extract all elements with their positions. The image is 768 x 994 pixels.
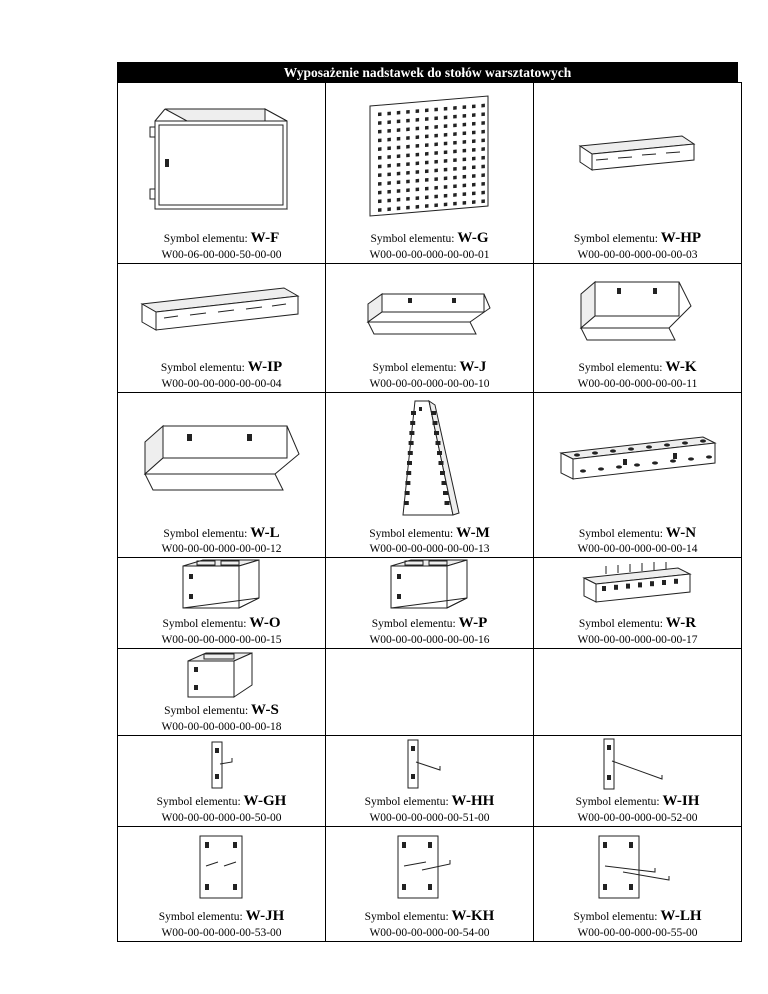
symbol-label: Symbol elementu: xyxy=(162,618,247,631)
product-cell xyxy=(326,826,534,941)
product-code: W00-00-00-000-00-00-10 xyxy=(369,377,490,390)
symbol-label: Symbol elementu: xyxy=(364,910,449,923)
long-double-hook-icon xyxy=(534,827,741,909)
short-hook-icon xyxy=(118,736,325,794)
symbol-label: Symbol elementu: xyxy=(369,527,454,540)
product-cell xyxy=(326,558,534,649)
symbol-label: Symbol elementu: xyxy=(156,796,241,809)
symbol-caption xyxy=(534,794,741,812)
medium-hook-icon xyxy=(326,736,533,794)
medium-double-hook-icon xyxy=(326,827,533,909)
empty-cell xyxy=(326,649,534,736)
product-grid xyxy=(117,82,742,942)
product-cell xyxy=(534,83,742,264)
symbol-caption xyxy=(326,360,533,378)
symbol-caption xyxy=(326,909,533,927)
product-code: W00-00-00-000-00-00-11 xyxy=(577,377,698,390)
table-row xyxy=(118,263,742,392)
symbol-value: W-P xyxy=(458,615,488,632)
symbol-label: Symbol elementu: xyxy=(573,233,658,245)
symbol-caption xyxy=(326,616,533,634)
product-cell xyxy=(118,826,326,941)
symbol-value: W-HP xyxy=(660,230,702,246)
product-code: W00-00-00-000-00-00-14 xyxy=(577,543,698,556)
symbol-caption xyxy=(534,909,741,927)
symbol-value: W-HH xyxy=(451,793,495,810)
symbol-caption xyxy=(326,794,533,812)
product-code: W00-00-00-000-00-00-03 xyxy=(577,248,698,261)
symbol-value: W-F xyxy=(250,230,280,246)
product-cell xyxy=(534,558,742,649)
symbol-value: W-GH xyxy=(243,793,287,810)
symbol-value: W-O xyxy=(249,615,281,632)
product-cell xyxy=(118,392,326,558)
product-code: W00-06-00-000-50-00-00 xyxy=(161,248,282,261)
product-cell xyxy=(326,392,534,558)
symbol-label: Symbol elementu: xyxy=(370,233,455,245)
wrench-holder-icon xyxy=(326,393,533,526)
product-cell xyxy=(534,826,742,941)
symbol-label: Symbol elementu: xyxy=(163,527,248,540)
symbol-label: Symbol elementu: xyxy=(163,233,248,245)
symbol-value: W-J xyxy=(459,358,487,375)
product-cell xyxy=(118,558,326,649)
product-code: W00-00-00-000-00-52-00 xyxy=(577,811,698,824)
product-code: W00-00-00-000-00-00-01 xyxy=(369,248,490,261)
table-row xyxy=(118,558,742,649)
product-code: W00-00-00-000-00-53-00 xyxy=(161,926,282,939)
symbol-label: Symbol elementu: xyxy=(160,361,245,374)
table-row xyxy=(118,649,742,736)
symbol-label: Symbol elementu: xyxy=(575,796,660,809)
symbol-value: W-JH xyxy=(245,907,285,924)
product-code: W00-00-00-000-00-00-15 xyxy=(161,634,282,647)
symbol-caption xyxy=(534,231,741,249)
product-cell xyxy=(534,263,742,392)
tool-rail-icon xyxy=(534,558,741,616)
product-cell xyxy=(118,736,326,827)
table-row xyxy=(118,392,742,558)
symbol-label: Symbol elementu: xyxy=(578,618,663,631)
symbol-caption xyxy=(118,794,325,812)
product-code: W00-00-00-000-00-50-00 xyxy=(161,811,282,824)
deep-tray-icon xyxy=(534,264,741,360)
symbol-value: W-L xyxy=(250,524,280,541)
symbol-caption xyxy=(118,526,325,544)
symbol-value: W-IH xyxy=(662,793,700,810)
symbol-value: W-IP xyxy=(247,358,283,375)
product-cell xyxy=(118,263,326,392)
product-code: W00-00-00-000-00-00-12 xyxy=(161,543,282,556)
product-code: W00-00-00-000-00-00-13 xyxy=(369,543,490,556)
table-row xyxy=(118,83,742,264)
product-cell xyxy=(326,736,534,827)
symbol-caption xyxy=(118,616,325,634)
single-holder-icon xyxy=(118,649,325,703)
symbol-caption xyxy=(534,360,741,378)
symbol-value: W-K xyxy=(665,358,697,375)
symbol-value: W-LH xyxy=(660,907,702,924)
symbol-caption xyxy=(534,526,741,544)
symbol-value: W-KH xyxy=(451,907,495,924)
symbol-label: Symbol elementu: xyxy=(371,618,456,631)
symbol-caption xyxy=(326,526,533,544)
short-rail-icon xyxy=(534,83,741,231)
wall-cabinet-icon xyxy=(118,83,325,231)
symbol-label: Symbol elementu: xyxy=(578,527,663,540)
product-cell xyxy=(326,83,534,264)
symbol-label: Symbol elementu: xyxy=(573,910,658,923)
perforated-panel-icon xyxy=(326,83,533,231)
symbol-value: W-S xyxy=(251,702,279,719)
symbol-label: Symbol elementu: xyxy=(164,705,249,718)
large-tray-icon xyxy=(118,393,325,526)
product-cell xyxy=(118,649,326,736)
symbol-caption xyxy=(118,360,325,378)
screwdriver-rail-icon xyxy=(534,393,741,526)
long-rail-icon xyxy=(118,264,325,360)
product-code: W00-00-00-000-00-54-00 xyxy=(369,926,490,939)
symbol-caption xyxy=(326,231,533,249)
symbol-label: Symbol elementu: xyxy=(578,361,663,374)
symbol-caption xyxy=(534,616,741,634)
double-holder-icon xyxy=(118,558,325,616)
product-cell xyxy=(326,263,534,392)
product-code: W00-00-00-000-00-55-00 xyxy=(577,926,698,939)
product-code: W00-00-00-000-00-00-04 xyxy=(161,377,282,390)
product-cell xyxy=(534,392,742,558)
symbol-label: Symbol elementu: xyxy=(158,910,243,923)
symbol-label: Symbol elementu: xyxy=(364,796,449,809)
symbol-caption xyxy=(118,909,325,927)
table-row xyxy=(118,736,742,827)
product-code: W00-00-00-000-00-00-18 xyxy=(161,721,282,733)
symbol-caption xyxy=(118,703,325,721)
product-code: W00-00-00-000-00-00-16 xyxy=(369,634,490,647)
table-row xyxy=(118,826,742,941)
symbol-value: W-R xyxy=(665,615,697,632)
empty-cell xyxy=(534,649,742,736)
symbol-value: W-G xyxy=(457,230,489,246)
symbol-value: W-N xyxy=(665,524,697,541)
symbol-caption xyxy=(118,231,325,249)
catalog-table xyxy=(117,62,738,942)
product-cell xyxy=(118,83,326,264)
double-holder-icon xyxy=(326,558,533,616)
symbol-label: Symbol elementu: xyxy=(372,361,457,374)
table-title: Wyposażenie nadstawek do stołów warsztatowych xyxy=(117,62,738,82)
short-double-hook-icon xyxy=(118,827,325,909)
product-code: W00-00-00-000-00-00-17 xyxy=(577,634,698,647)
long-hook-icon xyxy=(534,736,741,794)
product-cell xyxy=(534,736,742,827)
product-code: W00-00-00-000-00-51-00 xyxy=(369,811,490,824)
flat-tray-icon xyxy=(326,264,533,360)
symbol-value: W-M xyxy=(456,524,490,541)
